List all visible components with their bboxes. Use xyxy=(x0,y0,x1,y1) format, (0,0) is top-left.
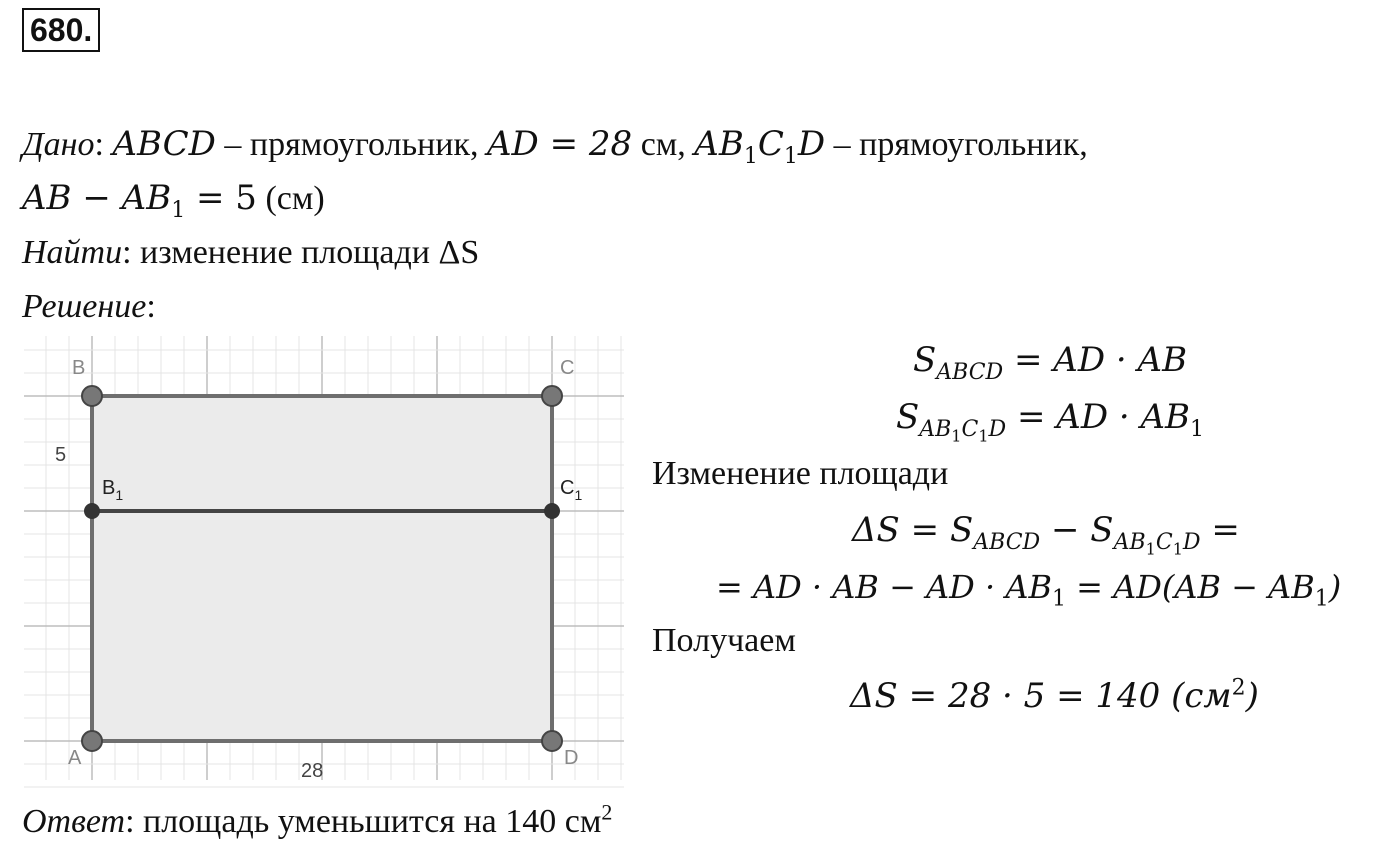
point-b xyxy=(82,386,102,406)
given-ad-unit: см, xyxy=(640,126,686,163)
formula-expansion: = AD · AB − AD · $AB_1 = AD(AB - AB_1)$ xyxy=(716,568,1342,612)
formula-area-ab1c1d: $S_{AB_1C_1D}$ = AD · $AB_1$ xyxy=(895,397,1205,446)
find-line xyxy=(22,233,479,273)
label-b1: $B_1$ xyxy=(102,477,124,503)
label-d: D xyxy=(564,747,579,769)
given-diff: AB − $AB_1 = 5$ xyxy=(22,178,257,223)
label-c1: $C_1$ xyxy=(560,477,583,503)
answer-sup: 2 xyxy=(601,799,613,825)
label-a: A xyxy=(68,747,82,769)
label-side-28: 28 xyxy=(301,760,324,782)
answer-line xyxy=(22,799,613,842)
formula-result: ΔS = 28 · 5 = 140 $(см^2)$ xyxy=(850,675,1259,716)
get-text: Получаем xyxy=(652,622,796,659)
point-c xyxy=(542,386,562,406)
change-text: Изменение площади xyxy=(652,455,949,492)
given-ad: AD = 28 xyxy=(487,124,633,164)
solution-label: Решение xyxy=(22,288,147,325)
formula-delta-s: $\Delta S = S_{ABCD} - S_{AB_1C_1D}$ = xyxy=(852,510,1240,559)
point-c1 xyxy=(544,503,560,519)
geometry-diagram xyxy=(24,336,624,788)
given-label: Дано xyxy=(22,126,95,163)
label-b: B xyxy=(72,357,86,379)
given-line-2 xyxy=(22,178,325,223)
answer-text: : площадь уменьшится на 140 см xyxy=(125,803,602,840)
point-d xyxy=(542,731,562,751)
label-side-5: 5 xyxy=(55,444,67,466)
rectangle-abcd xyxy=(92,396,552,741)
given-rect2-desc: – прямоугольник, xyxy=(833,126,1088,163)
given-rect2: $AB_1C_1D$ xyxy=(694,124,826,169)
problem-number: 680. xyxy=(22,8,100,52)
formula-area-abcd: $S_{ABCD}$ = AD · AB xyxy=(912,340,1188,385)
given-line-1: Дано: ABCD – прямоугольник, AD = 28 см, $AB_1C_1D$ – прямоугольник, xyxy=(22,124,1088,169)
find-label: Найти xyxy=(22,234,123,271)
point-b1 xyxy=(84,503,100,519)
given-rect1: ABCD xyxy=(112,124,216,164)
answer-label: Ответ xyxy=(22,803,126,840)
given-diff-unit: (см) xyxy=(265,180,325,217)
solution-line: Решение: xyxy=(22,288,156,325)
point-a xyxy=(82,731,102,751)
given-rect1-desc: – прямоугольник, xyxy=(224,126,479,163)
find-text: : изменение площади ΔS xyxy=(122,234,480,271)
label-c: C xyxy=(560,357,575,379)
